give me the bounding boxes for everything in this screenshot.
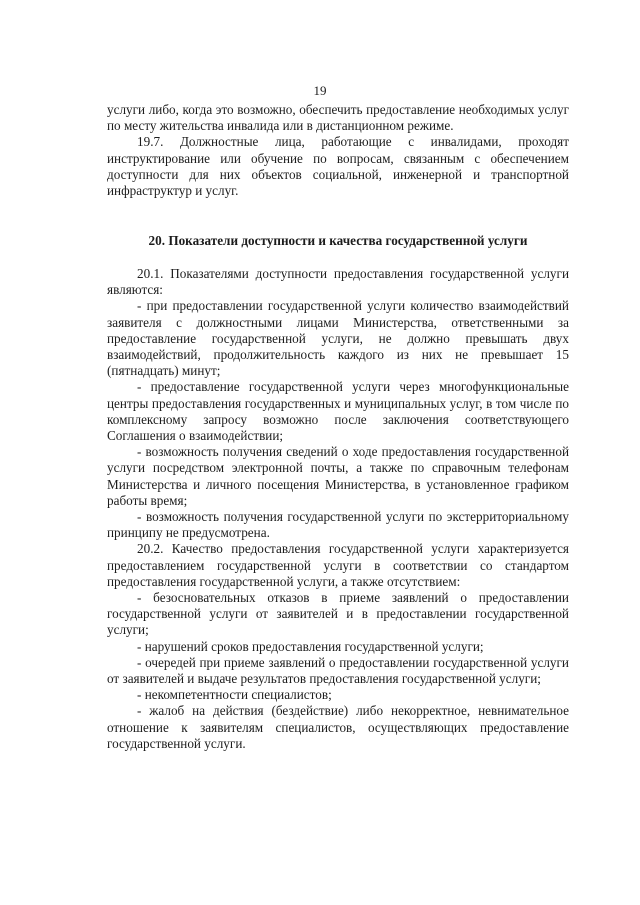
list-item: - при предоставлении государственной услуги количество взаимодействий заявителя с должностными лицами Министерства, ответственными за предоставление государственной услуги, не должно превышать двух взаимодействий, продолжительность каждого из них не превышает 15 (пятнадцать) минут; [107, 298, 569, 379]
list-item: - возможность получения государственной услуги по экстерриториальному принципу не предусмотрена. [107, 509, 569, 541]
paragraph-20-2: 20.2. Качество предоставления государственной услуги характеризуется предоставлением государственной услуги в соответствии со стандартом предоставления государственной услуги, а также отсутствием: [107, 541, 569, 589]
paragraph-20-1: 20.1. Показателями доступности предоставления государственной услуги являются: [107, 266, 569, 298]
list-item: - нарушений сроков предоставления государственной услуги; [137, 638, 484, 654]
list-item: - безосновательных отказов в приеме заявлений о предоставлении государственной услуги от заявителей и в предоставлении государственной услуги; [107, 590, 569, 638]
list-item: - очередей при приеме заявлений о предоставлении государственной услуги от заявителей и выдаче результатов предоставления государственной услуги; [107, 654, 569, 687]
section-20-text [107, 266, 569, 752]
section-19-text [107, 102, 569, 199]
list-item: - жалоб на действия (бездействие) либо некорректное, невнимательное отношение к заявителям специалистов, осуществляющих предоставление государственной услуги. [107, 703, 569, 751]
list-item: - некомпетентности специалистов; [137, 687, 332, 703]
list-item: - предоставление государственной услуги через многофункциональные центры предоставления государственных и муниципальных услуг, в том числе по комплексному запросу возможно после заключения соответствующего Соглашения о взаимодействии; [107, 379, 569, 444]
list-item: - возможность получения сведений о ходе предоставления государственной услуги посредством электронной почты, а также по справочным телефонам Министерства и личного посещения Министерства, в установленное графиком работы время; [107, 444, 569, 508]
paragraph-19-7: 19.7. Должностные лица, работающие с инвалидами, проходят инструктирование или обучение по вопросам, связанным с обеспечением доступности для них объектов социальной, инженерной и транспортной инфраструктур и услуг. [107, 134, 569, 199]
continuation-paragraph: услуги либо, когда это возможно, обеспечить предоставление необходимых услуг по месту жительства инвалида или в дистанционном режиме. [107, 102, 569, 134]
page-number: 19 [313, 83, 327, 98]
section-heading-20: 20. Показатели доступности и качества государственной услуги [148, 233, 528, 248]
